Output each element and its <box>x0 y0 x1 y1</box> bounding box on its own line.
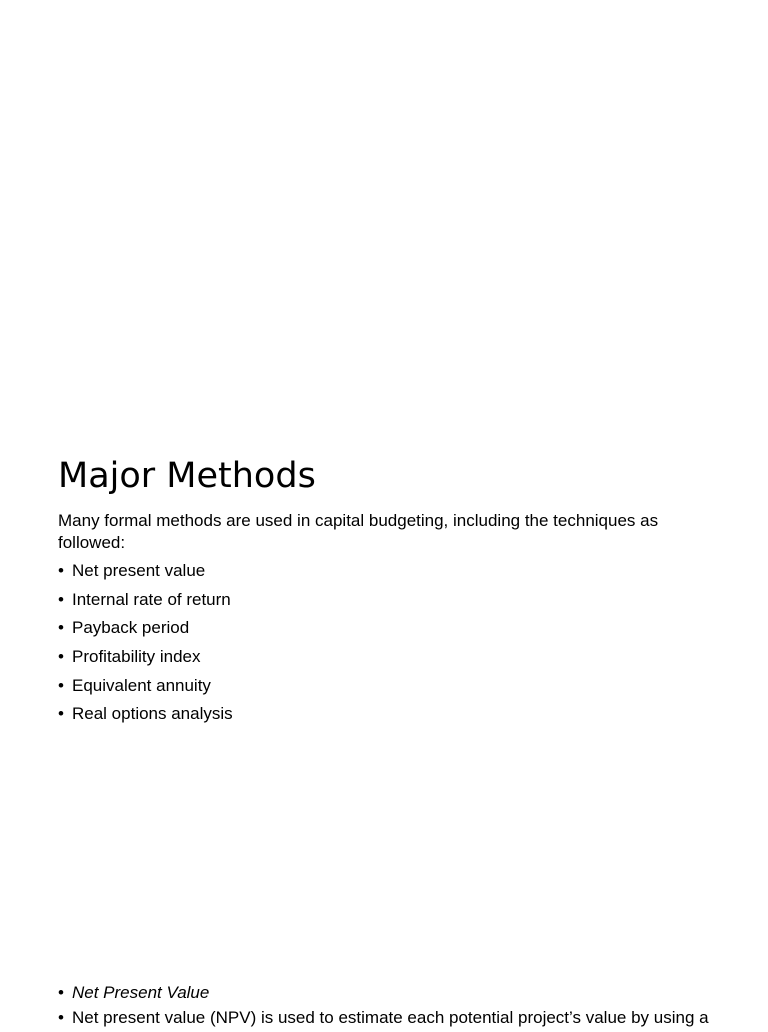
list-item <box>58 589 233 618</box>
method-profitability-index: Profitability index <box>72 647 201 667</box>
list-item <box>58 617 233 646</box>
method-real-options-analysis: Real options analysis <box>72 704 233 724</box>
method-internal-rate-of-return: Internal rate of return <box>72 589 231 609</box>
intro-paragraph: Many formal methods are used in capital budgeting, including the techniques as followed: <box>58 511 659 552</box>
bullet-icon: • <box>58 618 64 638</box>
bullet-icon: • <box>58 647 64 667</box>
list-item <box>58 646 233 675</box>
bullet-icon: • <box>58 675 64 695</box>
bullet-icon: • <box>58 983 64 1002</box>
list-item <box>58 675 233 704</box>
npv-description: Net present value (NPV) is used to estimate each potential project’s value by using a <box>72 1008 709 1027</box>
bullet-icon: • <box>58 589 64 609</box>
bullet-icon: • <box>58 704 64 724</box>
page-title: Major Methods <box>58 456 316 496</box>
bullet-icon: • <box>58 561 64 580</box>
list-item <box>58 982 708 1004</box>
list-item <box>58 1007 708 1029</box>
method-payback-period: Payback period <box>72 618 190 638</box>
bullet-icon: • <box>58 1008 64 1027</box>
methods-list <box>58 560 233 732</box>
npv-section <box>58 982 708 1032</box>
method-net-present-value: Net present value <box>72 561 206 580</box>
method-equivalent-annuity: Equivalent annuity <box>72 675 211 695</box>
list-item <box>58 703 233 732</box>
npv-heading: Net Present Value <box>72 983 210 1002</box>
list-item <box>58 560 233 589</box>
